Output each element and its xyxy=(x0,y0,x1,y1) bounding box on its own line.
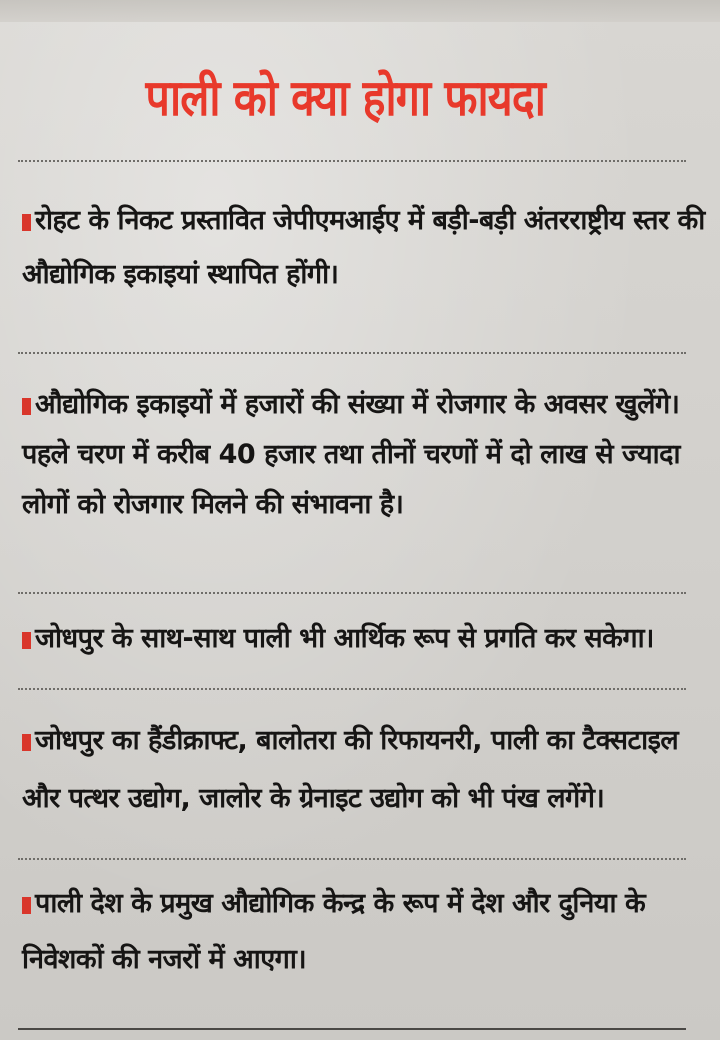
list-item xyxy=(22,194,712,302)
dotted-divider xyxy=(18,688,686,690)
clipping-top-edge xyxy=(0,0,720,22)
bullet-square-icon xyxy=(22,734,31,751)
headline: पाली को क्या होगा फायदा xyxy=(145,69,545,127)
list-item-text: रोहट के निकट प्रस्तावित जेपीएमआईए में बड़ी-बड़ी अंतरराष्ट्रीय स्तर की औद्योगिक इकाइयां स्थापित होंगी। xyxy=(22,205,705,290)
dotted-divider xyxy=(18,160,686,162)
list-item xyxy=(22,380,712,530)
headline-box xyxy=(145,52,545,140)
list-item xyxy=(22,612,712,666)
list-item xyxy=(22,712,712,828)
list-item xyxy=(22,876,712,988)
bottom-rule xyxy=(18,1028,686,1030)
bullet-square-icon xyxy=(22,632,31,649)
bullet-square-icon xyxy=(22,897,31,914)
list-item-text: जोधपुर का हैंडीक्राफ्ट, बालोतरा की रिफायनरी, पाली का टैक्सटाइल और पत्थर उद्योग, जालोर के ग्रेनाइट उद्योग को भी पंख लगेंगे। xyxy=(22,725,679,814)
list-item-text: पाली देश के प्रमुख औद्योगिक केन्द्र के रूप में देश और दुनिया के निवेशकों की नजरों में आएगा। xyxy=(22,888,646,975)
dotted-divider xyxy=(18,858,686,860)
list-item-text: जोधपुर के साथ-साथ पाली भी आर्थिक रूप से प्रगति कर सकेगा। xyxy=(35,623,654,654)
dotted-divider xyxy=(18,592,686,594)
bullet-square-icon xyxy=(22,214,31,231)
dotted-divider xyxy=(18,352,686,354)
list-item-text: औद्योगिक इकाइयों में हजारों की संख्या में रोजगार के अवसर खुलेंगे। पहले चरण में करीब 40 हजार तथा तीनों चरणों में दो लाख से ज्यादा लोगों को रोजगार मिलने की संभावना है। xyxy=(22,389,680,520)
bullet-square-icon xyxy=(22,398,31,415)
